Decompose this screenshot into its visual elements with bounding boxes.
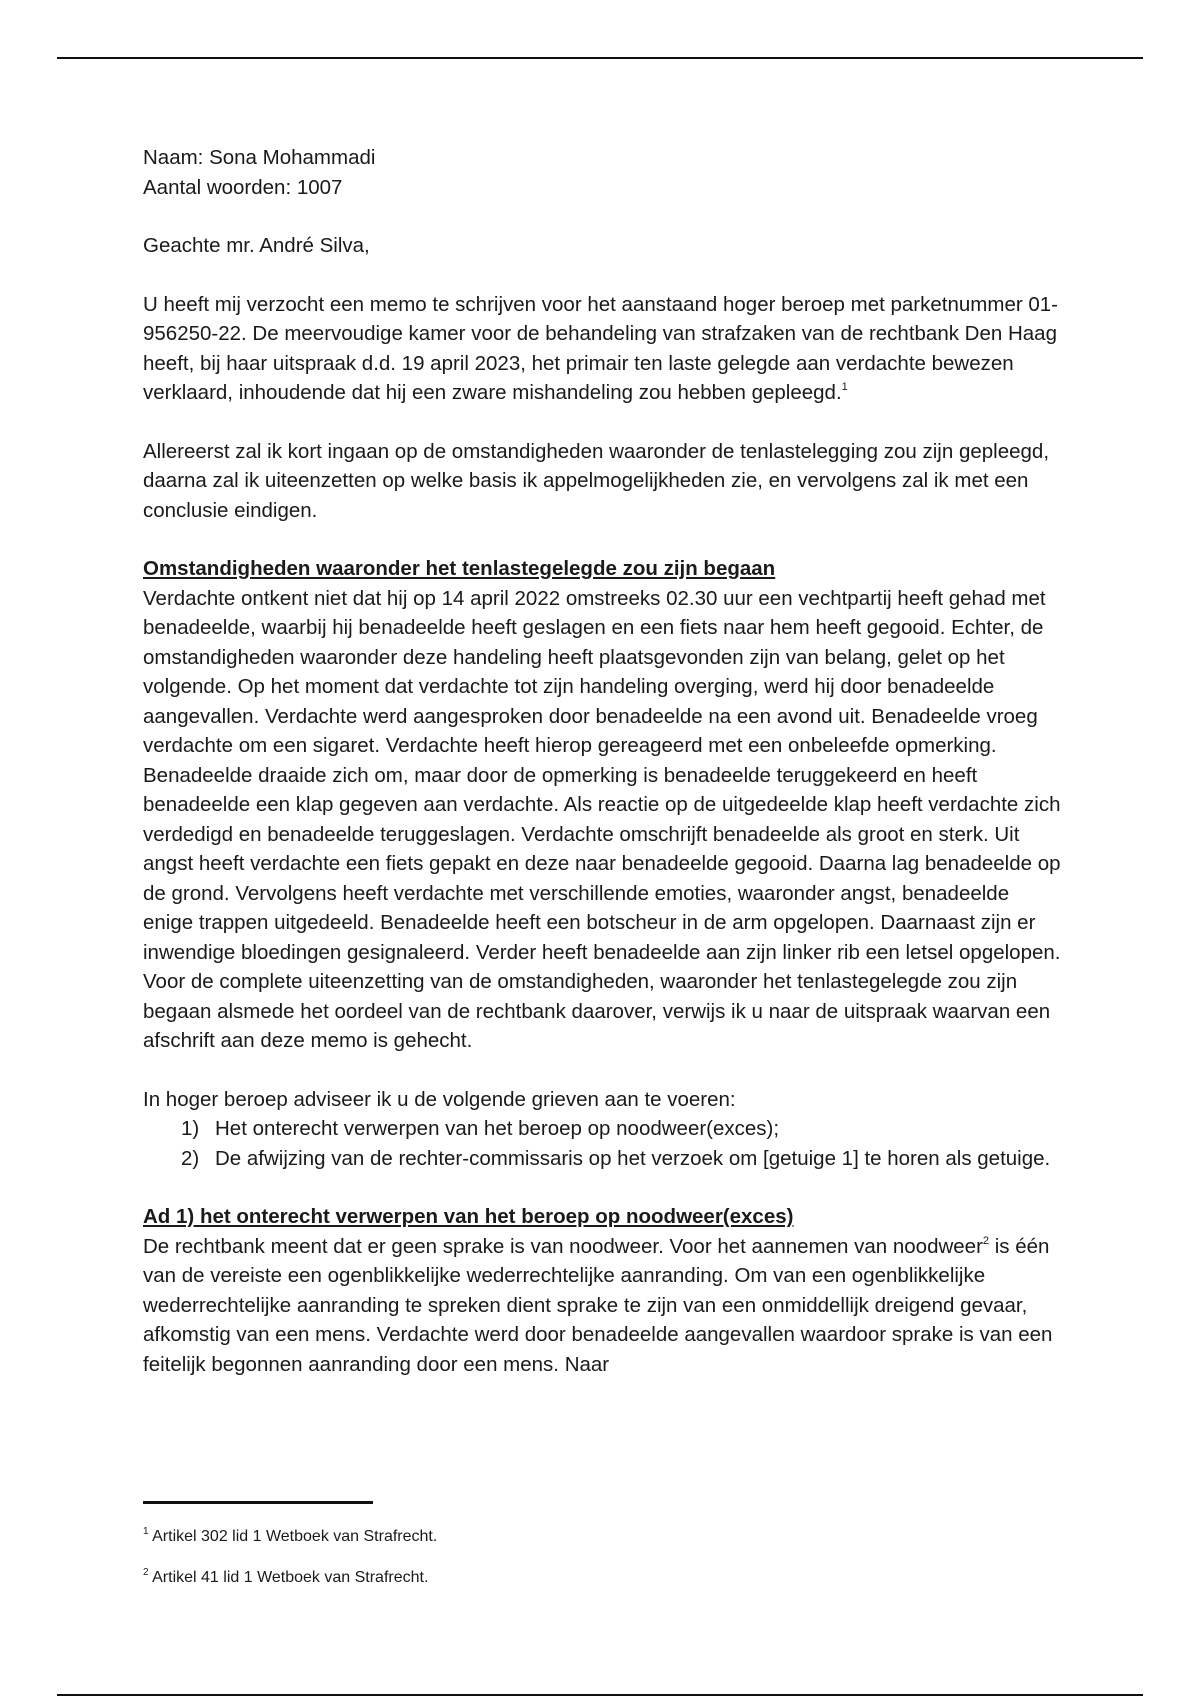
memo-body [143,143,1063,1379]
list-item [181,1144,1063,1174]
plan-paragraph: Allereerst zal ik kort ingaan op de omstandigheden waaronder de tenlastelegging zou zijn gepleegd, daarna zal ik uiteenzetten op welke basis ik appelmogelijkheden zie, en vervolgens zal ik met een conclusie eindigen. [143,439,1050,522]
word-count: Aantal woorden: 1007 [143,175,343,199]
intro-text: U heeft mij verzocht een memo te schrijven voor het aanstaand hoger beroep met parketnummer 01-956250-22. De meervoudige kamer voor de behandeling van strafzaken van de rechtbank Den Haag heeft, bij haar uitspraak d.d. 19 april 2023, het primair ten laste gelegde aan verdachte bewezen verklaard, inhoudende dat hij een zware mishandeling zou hebben gepleegd. [143,292,1058,404]
grievances-list [143,1114,1063,1173]
section-heading-circumstances: Omstandigheden waaronder het tenlastegelegde zou zijn begaan [143,557,776,580]
self-defence-paragraph [143,1232,1063,1380]
footnote-1 [143,1524,437,1549]
footnotes [143,1508,437,1606]
list-item [181,1114,1063,1144]
self-defence-text-a: De rechtbank meent dat er geen sprake is van noodweer. Voor het aannemen van noodweer [143,1234,983,1258]
list-item-number: 1) [181,1117,200,1140]
footnote-ref-1[interactable]: 1 [841,381,848,393]
footnote-number: 1 [143,1526,149,1537]
list-item-text: De afwijzing van de rechter-commissaris op het verzoek om [getuige 1] te horen als getuige. [215,1146,1051,1170]
footnote-ref-2[interactable]: 2 [982,1234,990,1247]
list-item-text: Het onterecht verwerpen van het beroep op noodweer(exces); [215,1117,780,1140]
footnote-text: Artikel 41 lid 1 Wetboek van Strafrecht. [148,1569,429,1586]
salutation: Geachte mr. André Silva, [143,234,370,257]
section-heading-self-defence: Ad 1) het onterecht verwerpen van het beroep op noodweer(exces) [143,1205,794,1228]
list-item-number: 2) [181,1146,200,1170]
footer-rule [57,1694,1143,1696]
self-defence-text-b: is één van de vereiste een ogenblikkelijke wederrechtelijke aanranding. Om van een ogenblikkelijke wederrechtelijke aanranding te spreken dient sprake te zijn van een onmiddellijk dreigend gevaar, afkomstig van een mens. Verdachte werd door benadeelde aangevallen waardoor sprake is van een feitelijk begonnen aanranding door een mens. Naar [143,1234,1053,1376]
grievances-intro: In hoger beroep adviseer ik u de volgende grieven aan te voeren: [143,1087,736,1111]
footnote-2 [143,1565,437,1590]
author-name: Naam: Sona Mohammadi [143,146,376,169]
header-rule [57,57,1143,59]
footnote-text: Artikel 302 lid 1 Wetboek van Strafrecht. [148,1528,438,1545]
circumstances-paragraph: Verdachte ontkent niet dat hij op 14 april 2022 omstreeks 02.30 uur een vechtpartij heeft gehad met benadeelde, waarbij hij benadeelde heeft geslagen en een fiets naar hem heeft gegooid. Echter, de omstandigheden waaronder deze handeling heeft plaatsgevonden zijn van belang, gelet op het volgende. Op het moment dat verdachte tot zijn handeling overging, werd hij door benadeelde aangevallen. Verdachte werd aangesproken door benadeelde na een avond uit. Benadeelde vroeg verdachte om een sigaret. Verdachte heeft hierop gereageerd met een onbeleefde opmerking. Benadeelde draaide zich om, maar door de opmerking is benadeelde teruggekeerd en heeft benadeelde een klap gegeven aan verdachte. Als reactie op de uitgedeelde klap heeft verdachte zich verdedigd en benadeelde teruggeslagen. Verdachte omschrijft benadeelde als groot en sterk. Uit angst heeft verdachte een fiets gepakt en deze naar benadeelde gegooid. Daarna lag benadeelde op de grond. Vervolgens heeft verdachte met verschillende emoties, waaronder angst, benadeelde enige trappen uitgedeeld. Benadeelde heeft een botscheur in de arm opgelopen. Daarnaast zijn er inwendige bloedingen gesignaleerd. Verder heeft benadeelde aan zijn linker rib een letsel opgelopen. Voor de complete uiteenzetting van de omstandigheden, waaronder het tenlastegelegde zou zijn begaan alsmede het oordeel van de rechtbank daarover, verwijs ik u naar de uitspraak waarvan een afschrift aan deze memo is gehecht. [143,586,1061,1052]
footnote-number: 2 [143,1567,149,1578]
footnote-separator [143,1501,373,1504]
intro-paragraph [143,290,1063,408]
